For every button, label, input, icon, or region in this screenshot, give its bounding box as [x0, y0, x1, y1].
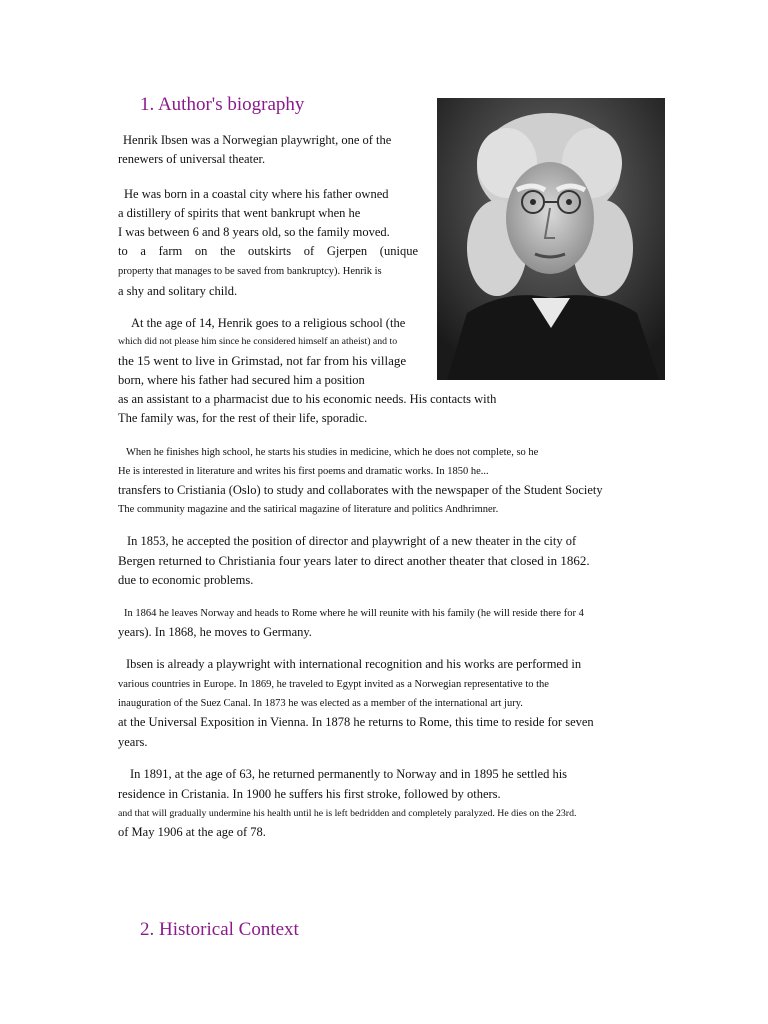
text-line: transfers to Cristiania (Oslo) to study and collaborates with the newspaper of the Student Society: [118, 483, 603, 497]
text-line: various countries in Europe. In 1869, he traveled to Egypt invited as a Norwegian representative to the: [118, 679, 549, 690]
text-line: I was between 6 and 8 years old, so the family moved.: [118, 225, 390, 239]
text-line: renewers of universal theater.: [118, 152, 266, 166]
text-line: He was born in a coastal city where his father owned: [124, 187, 389, 201]
text-line: and that will gradually undermine his health until he is left bedridden and completely paralyzed. He dies on the 23rd.: [118, 808, 577, 819]
text-line: In 1864 he leaves Norway and heads to Rome where he will reunite with his family (he will reside there for 4: [124, 608, 584, 619]
author-portrait: [437, 98, 665, 380]
text-line: Henrik Ibsen was a Norwegian playwright, one of the: [123, 133, 392, 147]
section-heading-historical-context: 2. Historical Context: [140, 919, 299, 940]
text-line: a distillery of spirits that went bankrupt when he: [118, 206, 361, 220]
text-line: The community magazine and the satirical magazine of literature and politics Andhrimner.: [118, 504, 499, 515]
text-line: at the Universal Exposition in Vienna. In 1878 he returns to Rome, this time to reside for seven: [118, 715, 594, 729]
text-line: years.: [118, 735, 148, 749]
text-line: Bergen returned to Christiania four years later to direct another theater that closed in 1862.: [118, 553, 590, 568]
text-line: In 1853, he accepted the position of director and playwright of a new theater in the city of: [127, 534, 577, 548]
text-line: The family was, for the rest of their life, sporadic.: [118, 411, 368, 425]
text-line: years). In 1868, he moves to Germany.: [118, 625, 312, 639]
text-line: In 1891, at the age of 63, he returned permanently to Norway and in 1895 he settled his: [130, 767, 568, 781]
text-line: due to economic problems.: [118, 573, 254, 587]
section-heading-biography: 1. Author's biography: [140, 94, 305, 115]
text-line: residence in Cristania. In 1900 he suffers his first stroke, followed by others.: [118, 787, 501, 801]
text-line: of May 1906 at the age of 78.: [118, 825, 266, 839]
text-line: When he finishes high school, he starts his studies in medicine, which he does not complete, so he: [126, 447, 539, 458]
text-line: property that manages to be saved from bankruptcy). Henrik is: [118, 266, 382, 277]
text-line: as an assistant to a pharmacist due to his economic needs. His contacts with: [118, 392, 497, 406]
text-line: to a farm on the outskirts of Gjerpen (unique: [118, 244, 418, 258]
portrait-photo-icon: [437, 98, 665, 380]
text-line: inauguration of the Suez Canal. In 1873 he was elected as a member of the international art jury.: [118, 698, 523, 709]
text-line: He is interested in literature and writes his first poems and dramatic works. In 1850 he...: [118, 466, 489, 477]
text-line: born, where his father had secured him a position: [118, 373, 365, 387]
text-line: Ibsen is already a playwright with international recognition and his works are performed in: [126, 657, 582, 671]
text-line: which did not please him since he considered himself an atheist) and to: [118, 336, 398, 347]
text-line: a shy and solitary child.: [118, 284, 238, 298]
text-line: the 15 went to live in Grimstad, not far from his village: [118, 353, 407, 368]
text-line: At the age of 14, Henrik goes to a religious school (the: [131, 316, 406, 330]
